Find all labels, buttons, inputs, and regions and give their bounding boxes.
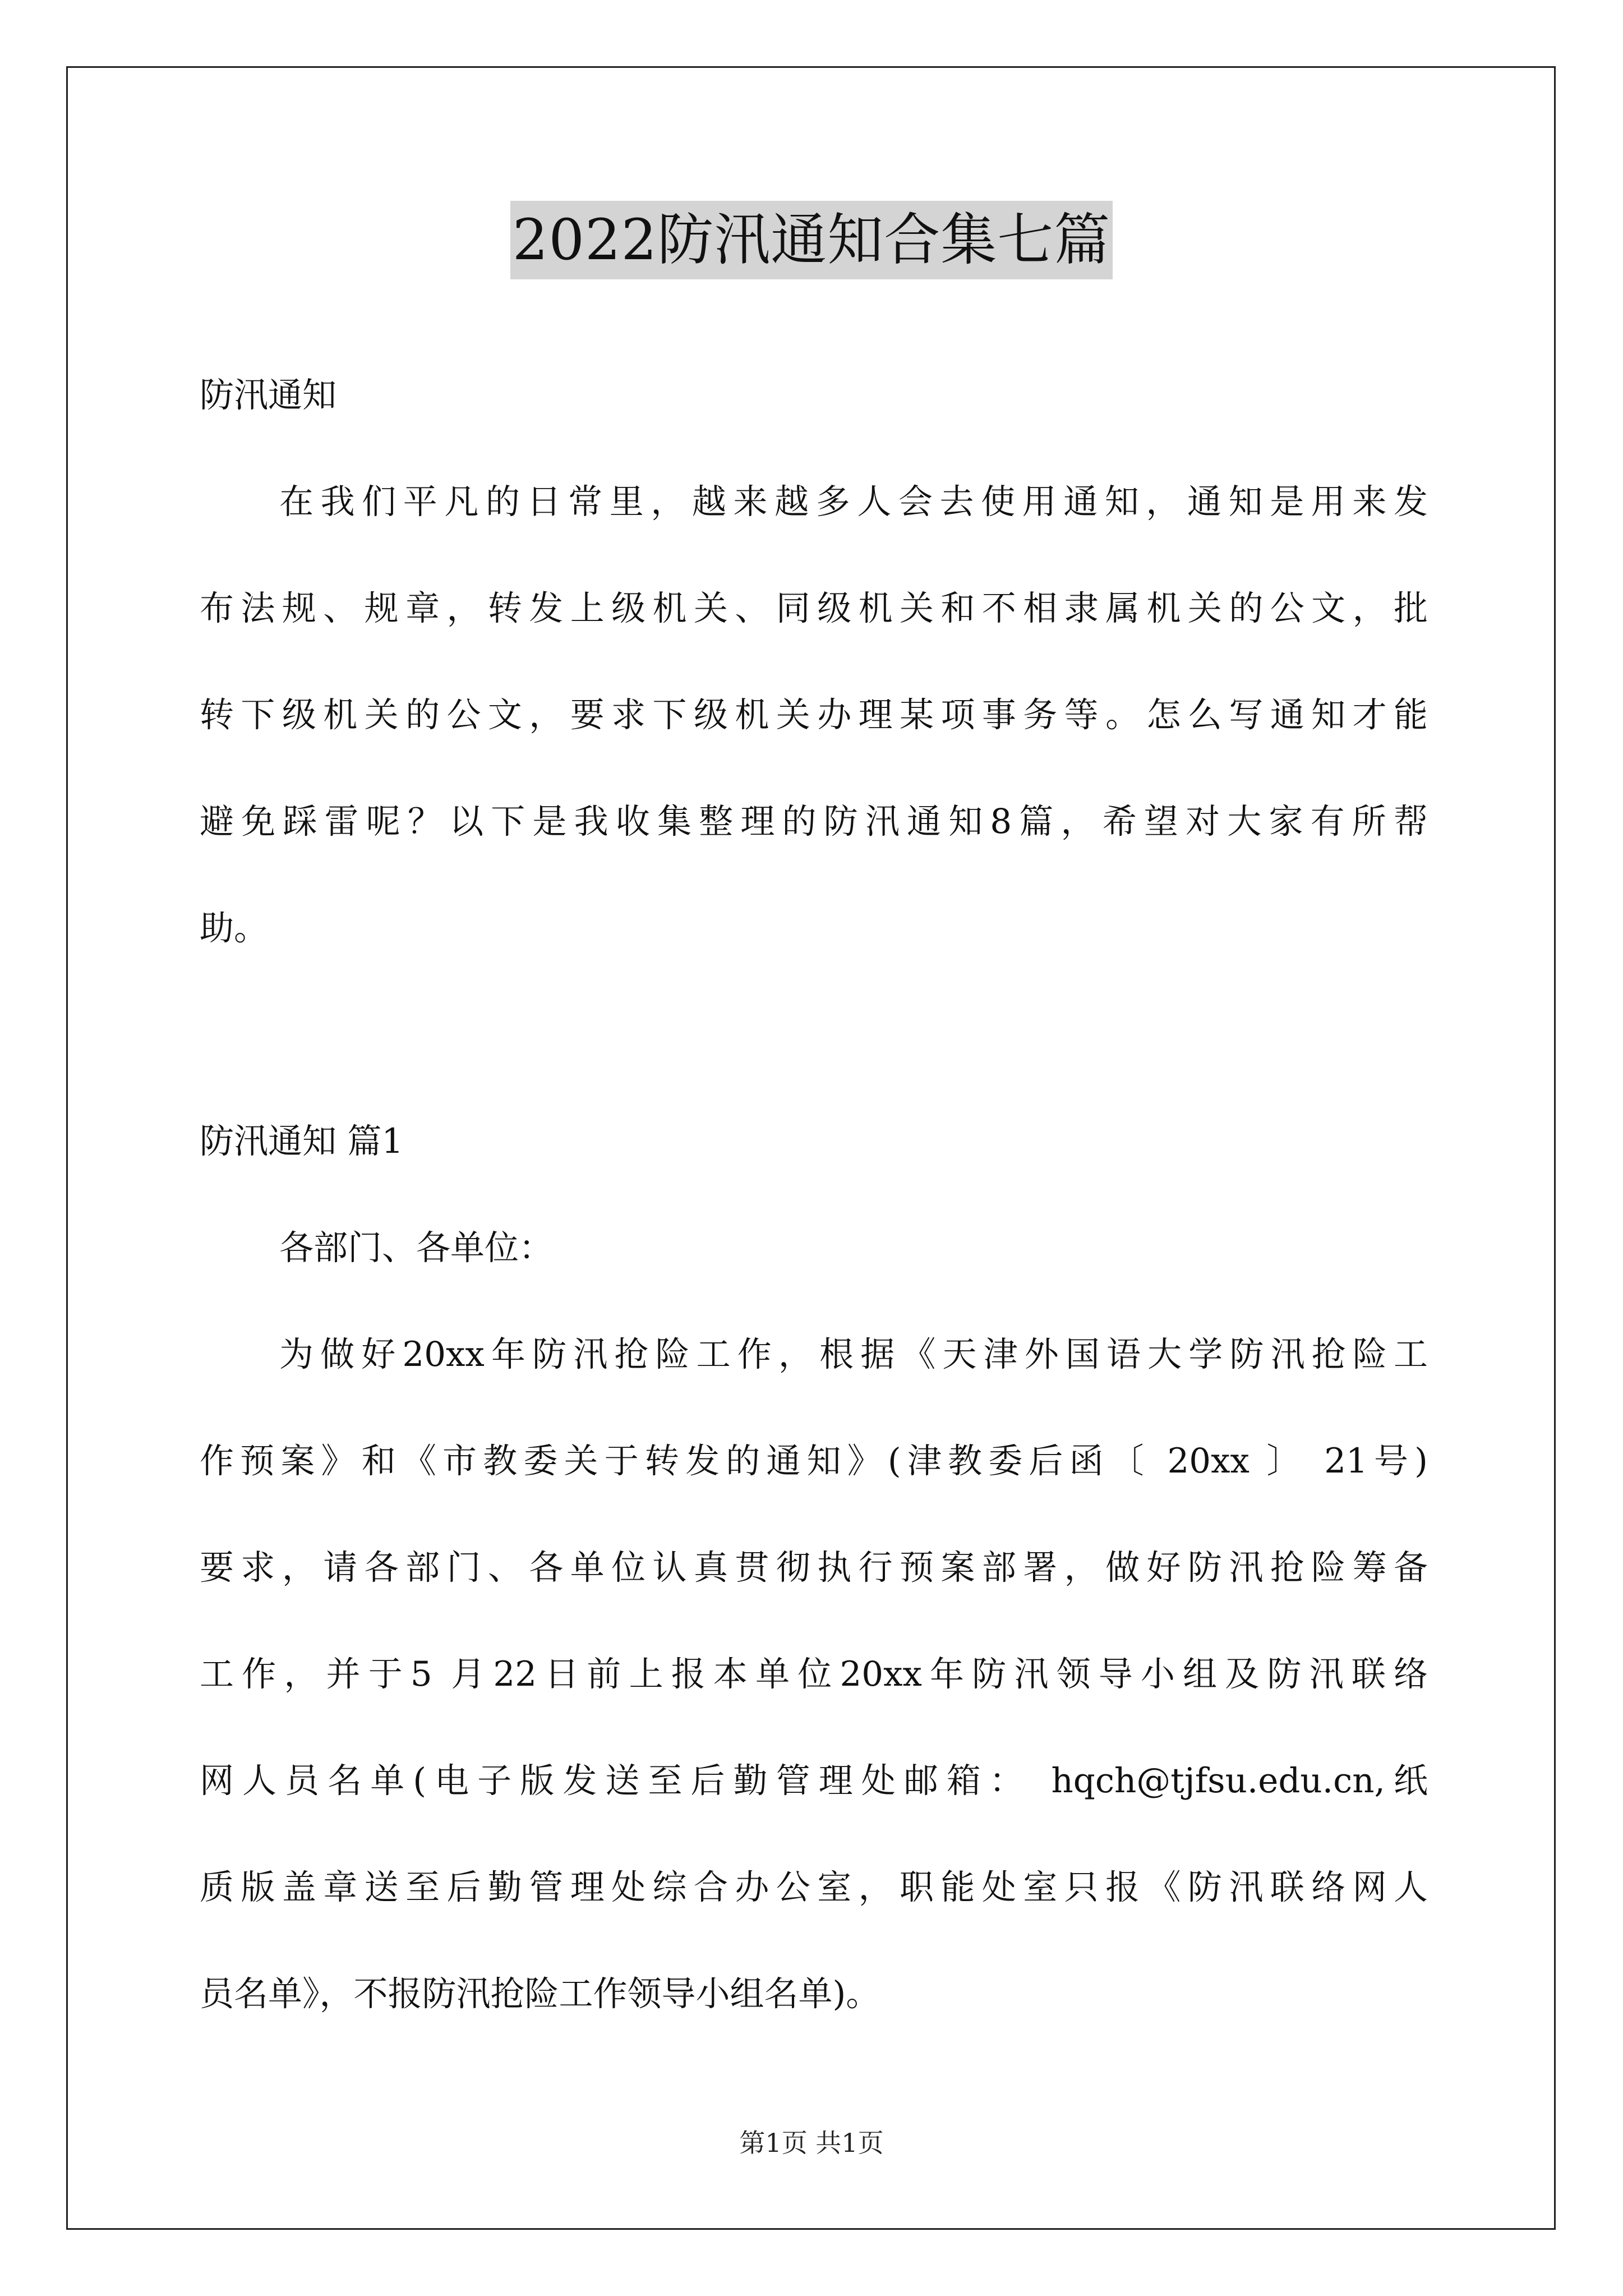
page-footer: 第1页 共1页: [739, 2128, 884, 2158]
body-line-4: 工作，并于5 月22日前上报本单位20xx年防汛领导小组及防汛联络: [200, 1654, 1428, 1694]
body-line-3: 要求，请各部门、各单位认真贯彻执行预案部署，做好防汛抢险筹备: [200, 1548, 1428, 1588]
intro-line-4: 避免踩雷呢？以下是我收集整理的防汛通知8篇，希望对大家有所帮: [200, 802, 1428, 841]
document-body: [200, 342, 1428, 2047]
body-line-6: 质版盖章送至后勤管理处综合办公室，职能处室只报《防汛联络网人: [200, 1867, 1428, 1907]
title-container: [0, 201, 1623, 279]
body-line-7: 员名单》，不报防汛抢险工作领导小组名单)。: [200, 1974, 880, 2014]
intro-line-2: 布法规、规章，转发上级机关、同级机关和不相隶属机关的公文，批: [200, 588, 1428, 628]
body-line-1: 为做好20xx年防汛抢险工作，根据《天津外国语大学防汛抢险工: [279, 1335, 1428, 1374]
intro-line-3: 转下级机关的公文，要求下级机关办理某项事务等。怎么写通知才能: [200, 695, 1428, 735]
intro-line-1: 在我们平凡的日常里，越来越多人会去使用通知，通知是用来发: [279, 482, 1428, 522]
body-line-5: 网人员名单(电子版发送至后勤管理处邮箱： hqch@tjfsu.edu.cn,纸: [200, 1761, 1428, 1801]
section-heading: 防汛通知 篇1: [200, 1121, 404, 1161]
body-line-2: 作预案》和《市教委关于转发的通知》(津教委后函〔 20xx 〕 21号): [200, 1441, 1428, 1481]
salutation: 各部门、各单位：: [279, 1228, 554, 1268]
document-title: 2022防汛通知合集七篇: [510, 201, 1113, 279]
paragraph-gap: [200, 982, 1428, 1088]
intro-line-5: 助。: [200, 908, 269, 948]
intro-heading: 防汛通知: [200, 375, 337, 415]
